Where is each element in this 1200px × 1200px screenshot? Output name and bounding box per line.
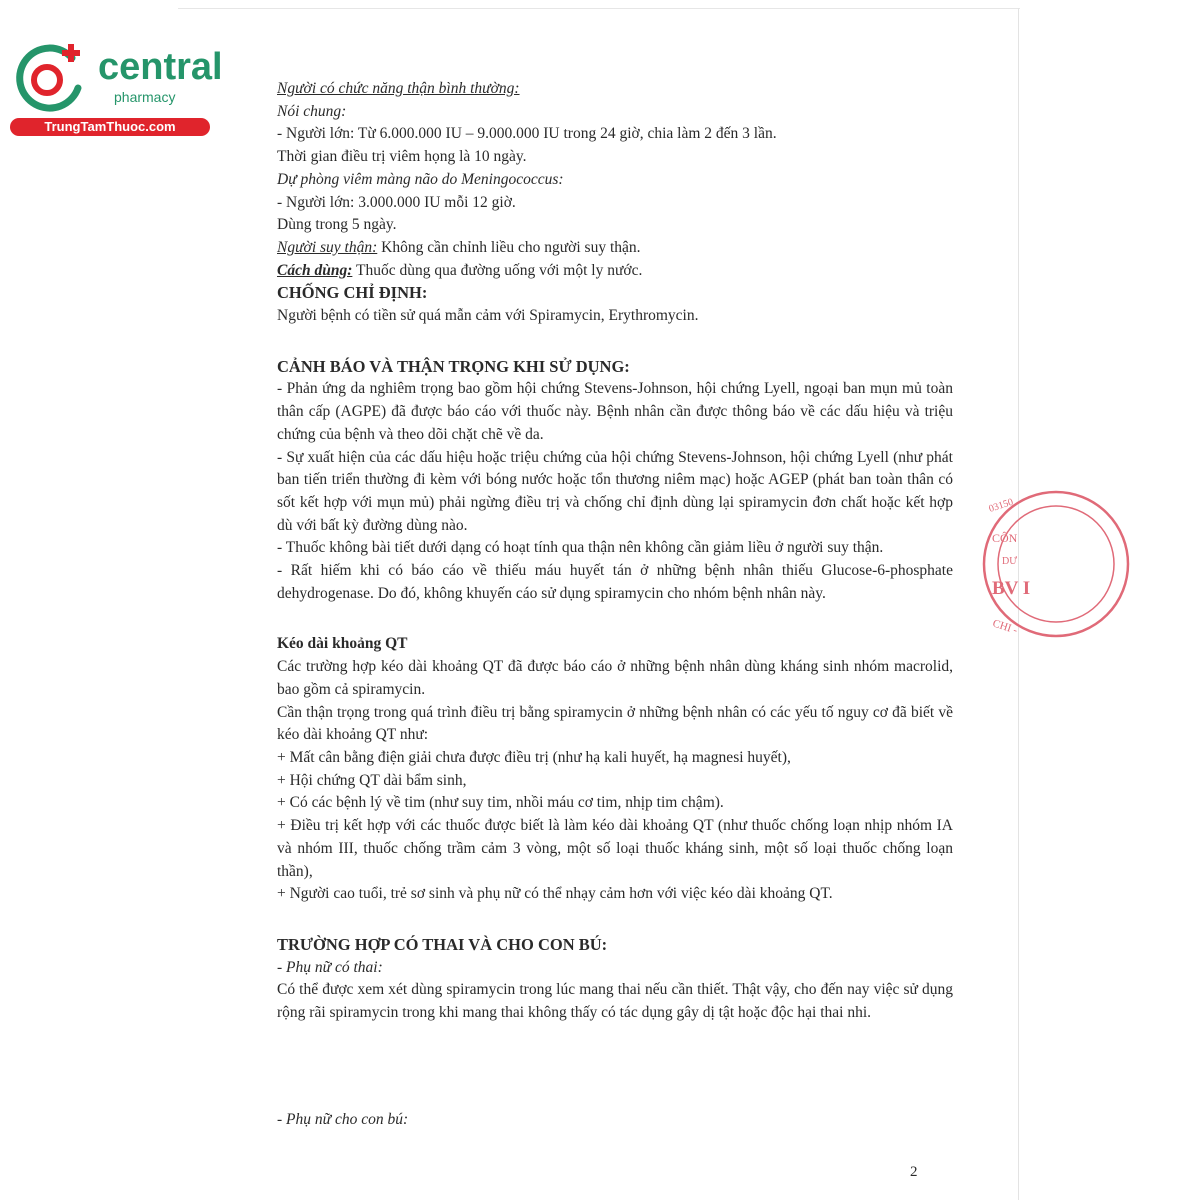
- contraindications-text: Người bệnh có tiền sử quá mẫn cảm với Spiramycin, Erythromycin.: [277, 307, 699, 325]
- dose-adult: - Người lớn: Từ 6.000.000 IU – 9.000.000 IU trong 24 giờ, chia làm 2 đến 3 lần.: [277, 125, 777, 143]
- warning-paragraph: - Phản ứng da nghiêm trọng bao gồm hội chứng Stevens-Johnson, hội chứng Lyell, ngoại ban mụn mủ toàn thân cấp (AGPE) đã được báo cáo với thuốc này. Bệnh nhân cần được thông báo về các dấu hiệu và triệu chứng của bệnh và theo dõi chặt chẽ về da.: [277, 380, 953, 443]
- stamp-code: 03150: [987, 496, 1015, 515]
- logo-name: central: [98, 46, 223, 88]
- qt-risk-item: + Mất cân bằng điện giải chưa được điều trị (như hạ kali huyết, hạ magnesi huyết),: [277, 748, 791, 766]
- duration-meningitis: Dùng trong 5 ngày.: [277, 216, 397, 234]
- dose-meningitis: - Người lớn: 3.000.000 IU mỗi 12 giờ.: [277, 193, 516, 211]
- heading-qt-prolongation: Kéo dài khoảng QT: [277, 635, 408, 653]
- qt-risk-item: + Hội chứng QT dài bẩm sinh,: [277, 771, 467, 789]
- heading-contraindications: CHỐNG CHỈ ĐỊNH:: [277, 283, 428, 303]
- usage-line: [277, 260, 953, 283]
- usage-label: Cách dùng:: [277, 261, 353, 279]
- qt-risk-item: + Có các bệnh lý về tim (như suy tim, nhồi máu cơ tim, nhịp tim chậm).: [277, 794, 724, 812]
- subsection-meningitis: Dự phòng viêm màng não do Meningococcus:: [277, 170, 564, 188]
- pregnancy-text: Có thể được xem xét dùng spiramycin trong lúc mang thai nếu cần thiết. Thật vậy, cho đến nay việc sử dụng rộng rãi spiramycin trong khi mang thai không thấy có tác dụng gây dị tật hoặc độc hại thai nhi.: [277, 981, 953, 1022]
- warning-paragraph: - Rất hiếm khi có báo cáo về thiếu máu huyết tán ở những bệnh nhân thiếu Glucose-6-phosphate dehydrogenase. Do đó, không khuyến cáo sử dụng spiramycin cho nhóm bệnh nhân này.: [277, 562, 953, 602]
- heading-warnings: CẢNH BÁO VÀ THẬN TRỌNG KHI SỬ DỤNG:: [277, 356, 630, 376]
- red-stamp: [978, 488, 1031, 640]
- duration-pharyngitis: Thời gian điều trị viêm họng là 10 ngày.: [277, 148, 527, 166]
- subsection-general: Nói chung:: [277, 102, 347, 120]
- warning-paragraph: - Thuốc không bài tiết dưới dạng có hoạt tính qua thận nên không cần giảm liều ở người suy thận.: [277, 539, 884, 557]
- stamp-text-1: CÔN: [992, 531, 1018, 545]
- section-normal-renal: Người có chức năng thận bình thường:: [277, 80, 520, 97]
- qt-risk-item: + Điều trị kết hợp với các thuốc được biết là làm kéo dài khoảng QT (như thuốc chống loạn nhịp nhóm IA và nhóm III, thuốc chống trầm cảm 3 vòng, một số loại thuốc kháng sinh, một số loại thuốc chống loạn thần),: [277, 817, 953, 880]
- stamp-text-2: DƯ: [1002, 556, 1017, 567]
- pharmacy-logo-icon: [10, 38, 94, 118]
- stamp-text-4: CHI -: [991, 617, 1019, 637]
- subsection-pregnant: - Phụ nữ có thai:: [277, 958, 383, 976]
- logo-website: TrungTamThuoc.com: [10, 118, 210, 136]
- renal-failure-text: Không cần chỉnh liều cho người suy thận.: [377, 238, 641, 256]
- heading-pregnancy: TRƯỜNG HỢP CÓ THAI VÀ CHO CON BÚ:: [277, 934, 608, 954]
- stamp-text-3: BV I: [992, 578, 1031, 599]
- renal-failure-line: [277, 237, 953, 260]
- subsection-breastfeeding: - Phụ nữ cho con bú:: [277, 1110, 409, 1128]
- renal-failure-label: Người suy thận:: [277, 238, 378, 256]
- qt-risk-item: + Người cao tuổi, trẻ sơ sinh và phụ nữ có thể nhạy cảm hơn với việc kéo dài khoảng QT.: [277, 885, 833, 903]
- central-pharmacy-logo[interactable]: [10, 38, 223, 138]
- warning-paragraph: - Sự xuất hiện của các dấu hiệu hoặc triệu chứng của hội chứng Stevens-Johnson, hội chứng Lyell (như phát ban tiến triển thường đi kèm với bóng nước hoặc tổn thương niêm mạc) hoặc AGEP (phát ban toàn thân có sốt kết hợp với mụn mủ) phải ngừng điều trị và chống chỉ định dùng lại spiramycin đơn chất hoặc kết hợp dù với bất kỳ đường dùng nào.: [277, 448, 953, 534]
- usage-text: Thuốc dùng qua đường uống với một ly nước.: [352, 261, 643, 279]
- document-body: [277, 78, 953, 1131]
- page-edge-top: [178, 8, 1020, 9]
- logo-subtitle: pharmacy: [114, 89, 176, 105]
- page-number: 2: [910, 1164, 918, 1180]
- qt-paragraph: Các trường hợp kéo dài khoảng QT đã được báo cáo ở những bệnh nhân dùng kháng sinh nhóm macrolid, bao gồm cả spiramycin.: [277, 658, 953, 698]
- qt-paragraph: Cần thận trọng trong quá trình điều trị bằng spiramycin ở những bệnh nhân có các yếu tố nguy cơ đã biết về kéo dài khoảng QT như:: [277, 703, 953, 744]
